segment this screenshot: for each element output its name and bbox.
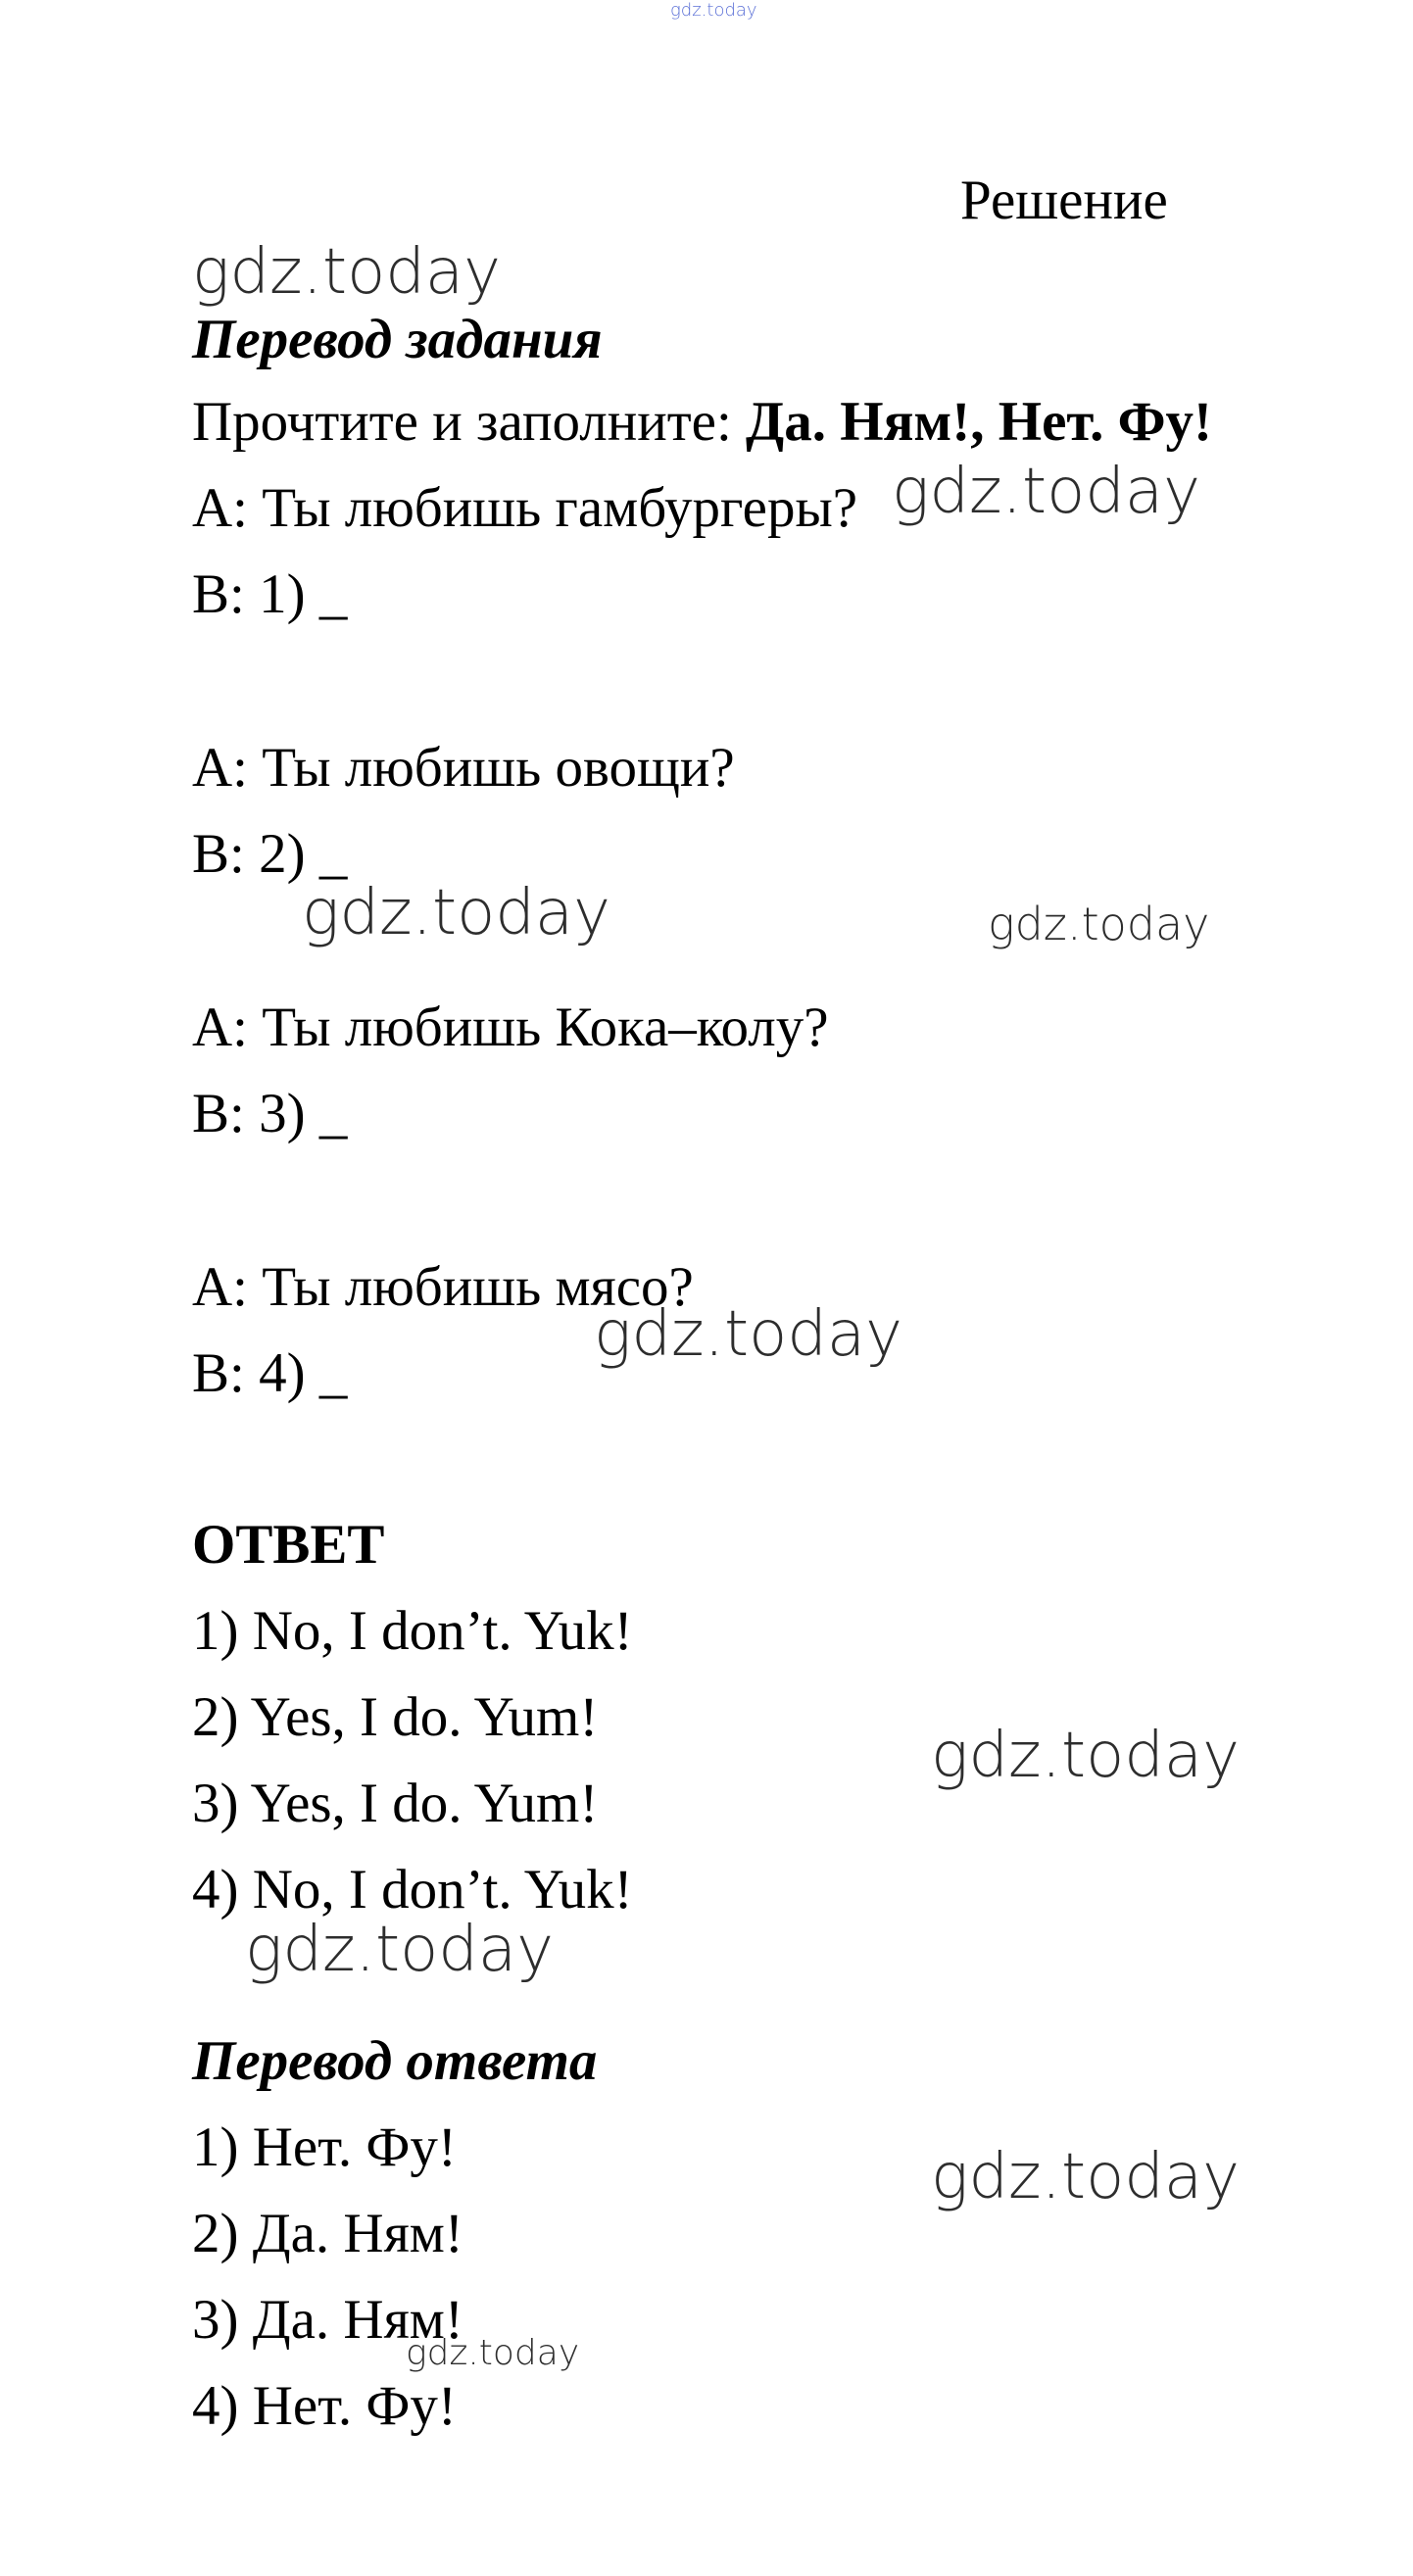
answer-translation-item: 3) Да. Ням! <box>192 2289 463 2351</box>
watermark: gdz.today <box>302 877 610 949</box>
answer-translation-item: 4) Нет. Фу! <box>192 2375 457 2437</box>
answer-item: 3) Yes, I do. Yum! <box>192 1773 599 1834</box>
instruction-prefix: Прочтите и заполните: <box>192 391 747 453</box>
answer-title: ОТВЕТ <box>192 1514 385 1576</box>
dialogue-question: A: Ты любишь гамбургеры? <box>192 477 858 539</box>
answer-translation-title: Перевод ответа <box>192 2030 598 2092</box>
watermark: gdz.today <box>931 2141 1240 2213</box>
dialogue-answer-blank: B: 3) _ <box>192 1083 348 1144</box>
dialogue-answer-blank: B: 4) _ <box>192 1342 348 1404</box>
watermark: gdz.today <box>892 456 1200 528</box>
dialogue-answer-blank: B: 1) _ <box>192 563 348 625</box>
dialogue-answer-blank: B: 2) _ <box>192 823 348 885</box>
dialogue-question: A: Ты любишь овощи? <box>192 737 735 799</box>
watermark: gdz.today <box>988 898 1210 950</box>
watermark: gdz.today <box>931 1720 1240 1792</box>
dialogue-question: A: Ты любишь мясо? <box>192 1256 694 1318</box>
instruction-options: Да. Ням!, Нет. Фу! <box>746 391 1213 453</box>
watermark: gdz.today <box>406 2333 580 2373</box>
answer-item: 2) Yes, I do. Yum! <box>192 1686 599 1748</box>
page-heading: Решение <box>960 170 1168 231</box>
answer-item: 4) No, I don’t. Yuk! <box>192 1859 633 1920</box>
watermark: gdz.today <box>192 236 501 309</box>
answer-translation-item: 1) Нет. Фу! <box>192 2116 457 2178</box>
watermark-top: gdz.today <box>670 0 757 21</box>
task-instruction <box>192 391 1213 453</box>
answer-item: 1) No, I don’t. Yuk! <box>192 1600 633 1662</box>
watermark: gdz.today <box>594 1298 902 1371</box>
answer-translation-item: 2) Да. Ням! <box>192 2203 463 2264</box>
task-translation-title: Перевод задания <box>192 309 603 370</box>
watermark: gdz.today <box>245 1914 554 1986</box>
dialogue-question: A: Ты любишь Кока–колу? <box>192 996 829 1058</box>
